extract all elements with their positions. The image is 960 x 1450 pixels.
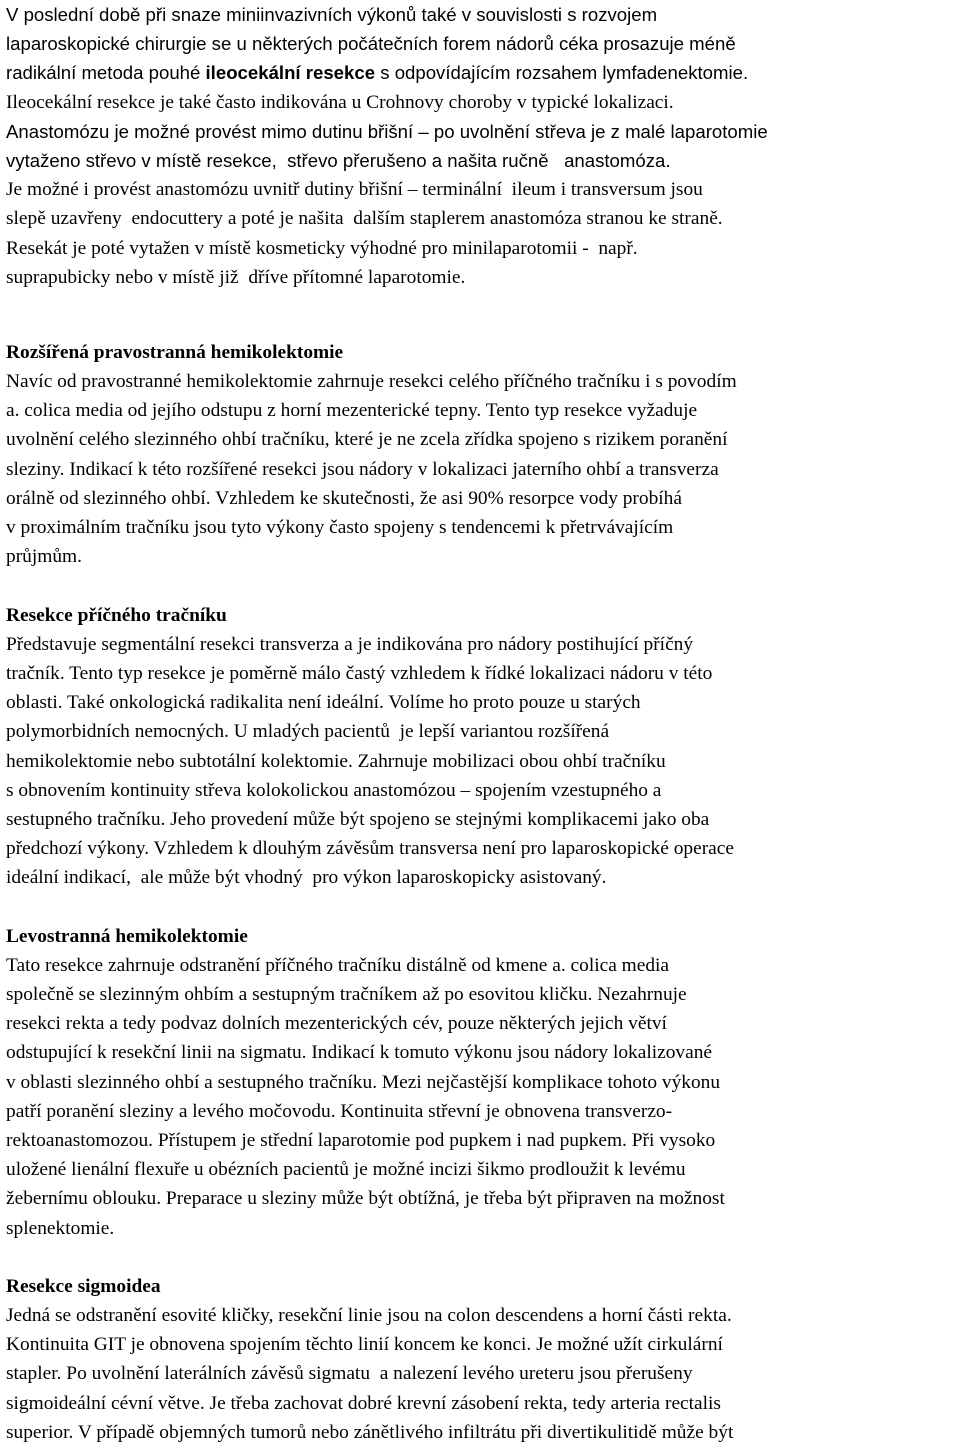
section-left-hemicolectomy [6, 922, 960, 1243]
text-line: a. colica media od jejího odstupu z horní mezenterické tepny. Tento typ resekce vyžaduje [6, 400, 698, 422]
text-line: V poslední době při snaze miniinvazivních výkonů také v souvislosti s rozvojem [6, 4, 658, 25]
text-line: s obnovením kontinuity střeva kolokolickou anastomózou – spojením vzestupného a [6, 779, 662, 801]
text-fragment: radikální metoda pouhé [6, 62, 206, 84]
text-line: laparoskopické chirurgie se u některých počátečních forem nádorů céka prosazuje méně [6, 33, 736, 55]
text-line: žebernímu oblouku. Preparace u sleziny může být obtížná, je třeba být připraven na možnost [6, 1188, 725, 1210]
text-line: tračník. Tento typ resekce je poměrně málo častý vzhledem k řídké lokalizaci nádoru v této [6, 662, 713, 684]
bold-term: ileocekální resekce [205, 62, 376, 84]
text-line: společně se slezinným ohbím a sestupným tračníkem až po esovitou kličku. Nezahrnuje [6, 984, 687, 1005]
text-line: superior. V případě objemných tumorů nebo zánětlivého infiltrátu při divertikulitidě může být [6, 1421, 734, 1443]
text-line: Ileocekální resekce je také často indikována u Crohnovy choroby v typické lokalizaci. [6, 91, 674, 113]
section-gap [6, 292, 960, 338]
text-line: Tato resekce zahrnuje odstranění příčného tračníku distálně od kmene a. colica media [6, 954, 670, 976]
text-line: Je možné i provést anastomózu uvnitř dutiny břišní – terminální ileum i transversum jsou [6, 179, 703, 201]
text-line: orálně od slezinného ohbí. Vzhledem ke skutečnosti, že asi 90% resorpce vody probíhá [6, 487, 682, 509]
text-line: Navíc od pravostranné hemikolektomie zahrnuje resekci celého příčného tračníku i s povodím [6, 371, 737, 393]
text-line: Představuje segmentální resekci transverza a je indikována pro nádory postihující příčný [6, 633, 694, 655]
section-sigmoid-resection [6, 1272, 960, 1447]
text-line [6, 58, 960, 87]
text-line: odstupující k resekční linii na sigmatu. Indikací k tomuto výkonu jsou nádory lokalizované [6, 1042, 713, 1064]
text-line: v oblasti slezinného ohbí a sestupného tračníku. Mezi nejčastější komplikace tohoto výkonu [6, 1071, 721, 1093]
section-gap [6, 892, 960, 921]
section-heading: Rozšířená pravostranná hemikolektomie [6, 341, 344, 363]
section-extended-right-hemicolectomy [6, 338, 960, 572]
section-heading: Resekce sigmoidea [6, 1275, 161, 1297]
section-gap [6, 1243, 960, 1272]
text-line: rektoanastomozou. Přístupem je střední laparotomie pod pupkem i nad pupkem. Při vysoko [6, 1129, 716, 1151]
section-heading: Levostranná hemikolektomie [6, 925, 248, 947]
text-line: hemikolektomie nebo subtotální kolektomie. Zahrnuje mobilizaci obou ohbí tračníku [6, 750, 666, 772]
text-line: sestupného tračníku. Jeho provedení může být spojeno se stejnými komplikacemi jako oba [6, 808, 710, 830]
text-line: splenektomie. [6, 1217, 115, 1239]
text-line: sleziny. Indikací k této rozšířené resekci jsou nádory v lokalizaci jaterního ohbí a transverza [6, 458, 719, 480]
text-line: uložené lienální flexuře u obézních pacientů je možné incizi šikmo prodloužit k levému [6, 1159, 686, 1181]
section-gap [6, 571, 960, 600]
text-line: Resekát je poté vytažen v místě kosmeticky výhodné pro minilaparotomii - např. [6, 237, 638, 259]
text-line: oblasti. Také onkologická radikalita není ideální. Volíme ho proto pouze u starých [6, 692, 641, 714]
text-line: stapler. Po uvolnění laterálních závěsů sigmatu a nalezení levého ureteru jsou přerušeny [6, 1363, 693, 1385]
text-line: slepě uzavřeny endocuttery a poté je našita dalším staplerem anastomóza stranou ke straně. [6, 208, 723, 230]
text-line: polymorbidních nemocných. U mladých pacientů je lepší variantou rozšířená [6, 721, 610, 743]
section-transverse-colon-resection [6, 601, 960, 893]
text-fragment: s odpovídajícím rozsahem lymfadenektomie. [375, 62, 749, 84]
text-line: sigmoideální cévní větve. Je třeba zachovat dobré krevní zásobení rekta, tedy arteria rectalis [6, 1392, 721, 1414]
text-line: Jedná se odstranění esovité kličky, resekční linie jsou na colon descendens a horní části rekta. [6, 1305, 732, 1327]
document-page [6, 0, 960, 1447]
text-line: Kontinuita GIT je obnovena spojením těchto linií koncem ke konci. Je možné užít cirkulární [6, 1334, 723, 1356]
text-line: uvolnění celého slezinného ohbí tračníku, které je ne zcela zřídka spojeno s rizikem poranění [6, 429, 728, 451]
text-line: vytaženo střevo v místě resekce, střevo přerušeno a našita ručně anastomóza. [6, 149, 671, 171]
text-line: v proximálním tračníku jsou tyto výkony často spojeny s tendencemi k přetrvávajícím [6, 517, 674, 538]
text-line: suprapubicky nebo v místě již dříve přítomné laparotomie. [6, 266, 466, 288]
text-line: průjmům. [6, 546, 82, 568]
section-heading: Resekce příčného tračníku [6, 604, 227, 626]
text-line: resekci rekta a tedy podvaz dolních mezenterických cév, pouze některých jejich větví [6, 1013, 667, 1035]
text-line: předchozí výkony. Vzhledem k dlouhým závěsům transversa není pro laparoskopické operace [6, 838, 734, 860]
intro-paragraph [6, 0, 960, 292]
text-line: ideální indikací, ale může být vhodný pro výkon laparoskopicky asistovaný. [6, 867, 607, 889]
text-line: Anastomózu je možné provést mimo dutinu břišní – po uvolnění střeva je z malé laparotomie [6, 120, 768, 142]
text-line: patří poranění sleziny a levého močovodu. Kontinuita střevní je obnovena transverzo- [6, 1100, 673, 1122]
